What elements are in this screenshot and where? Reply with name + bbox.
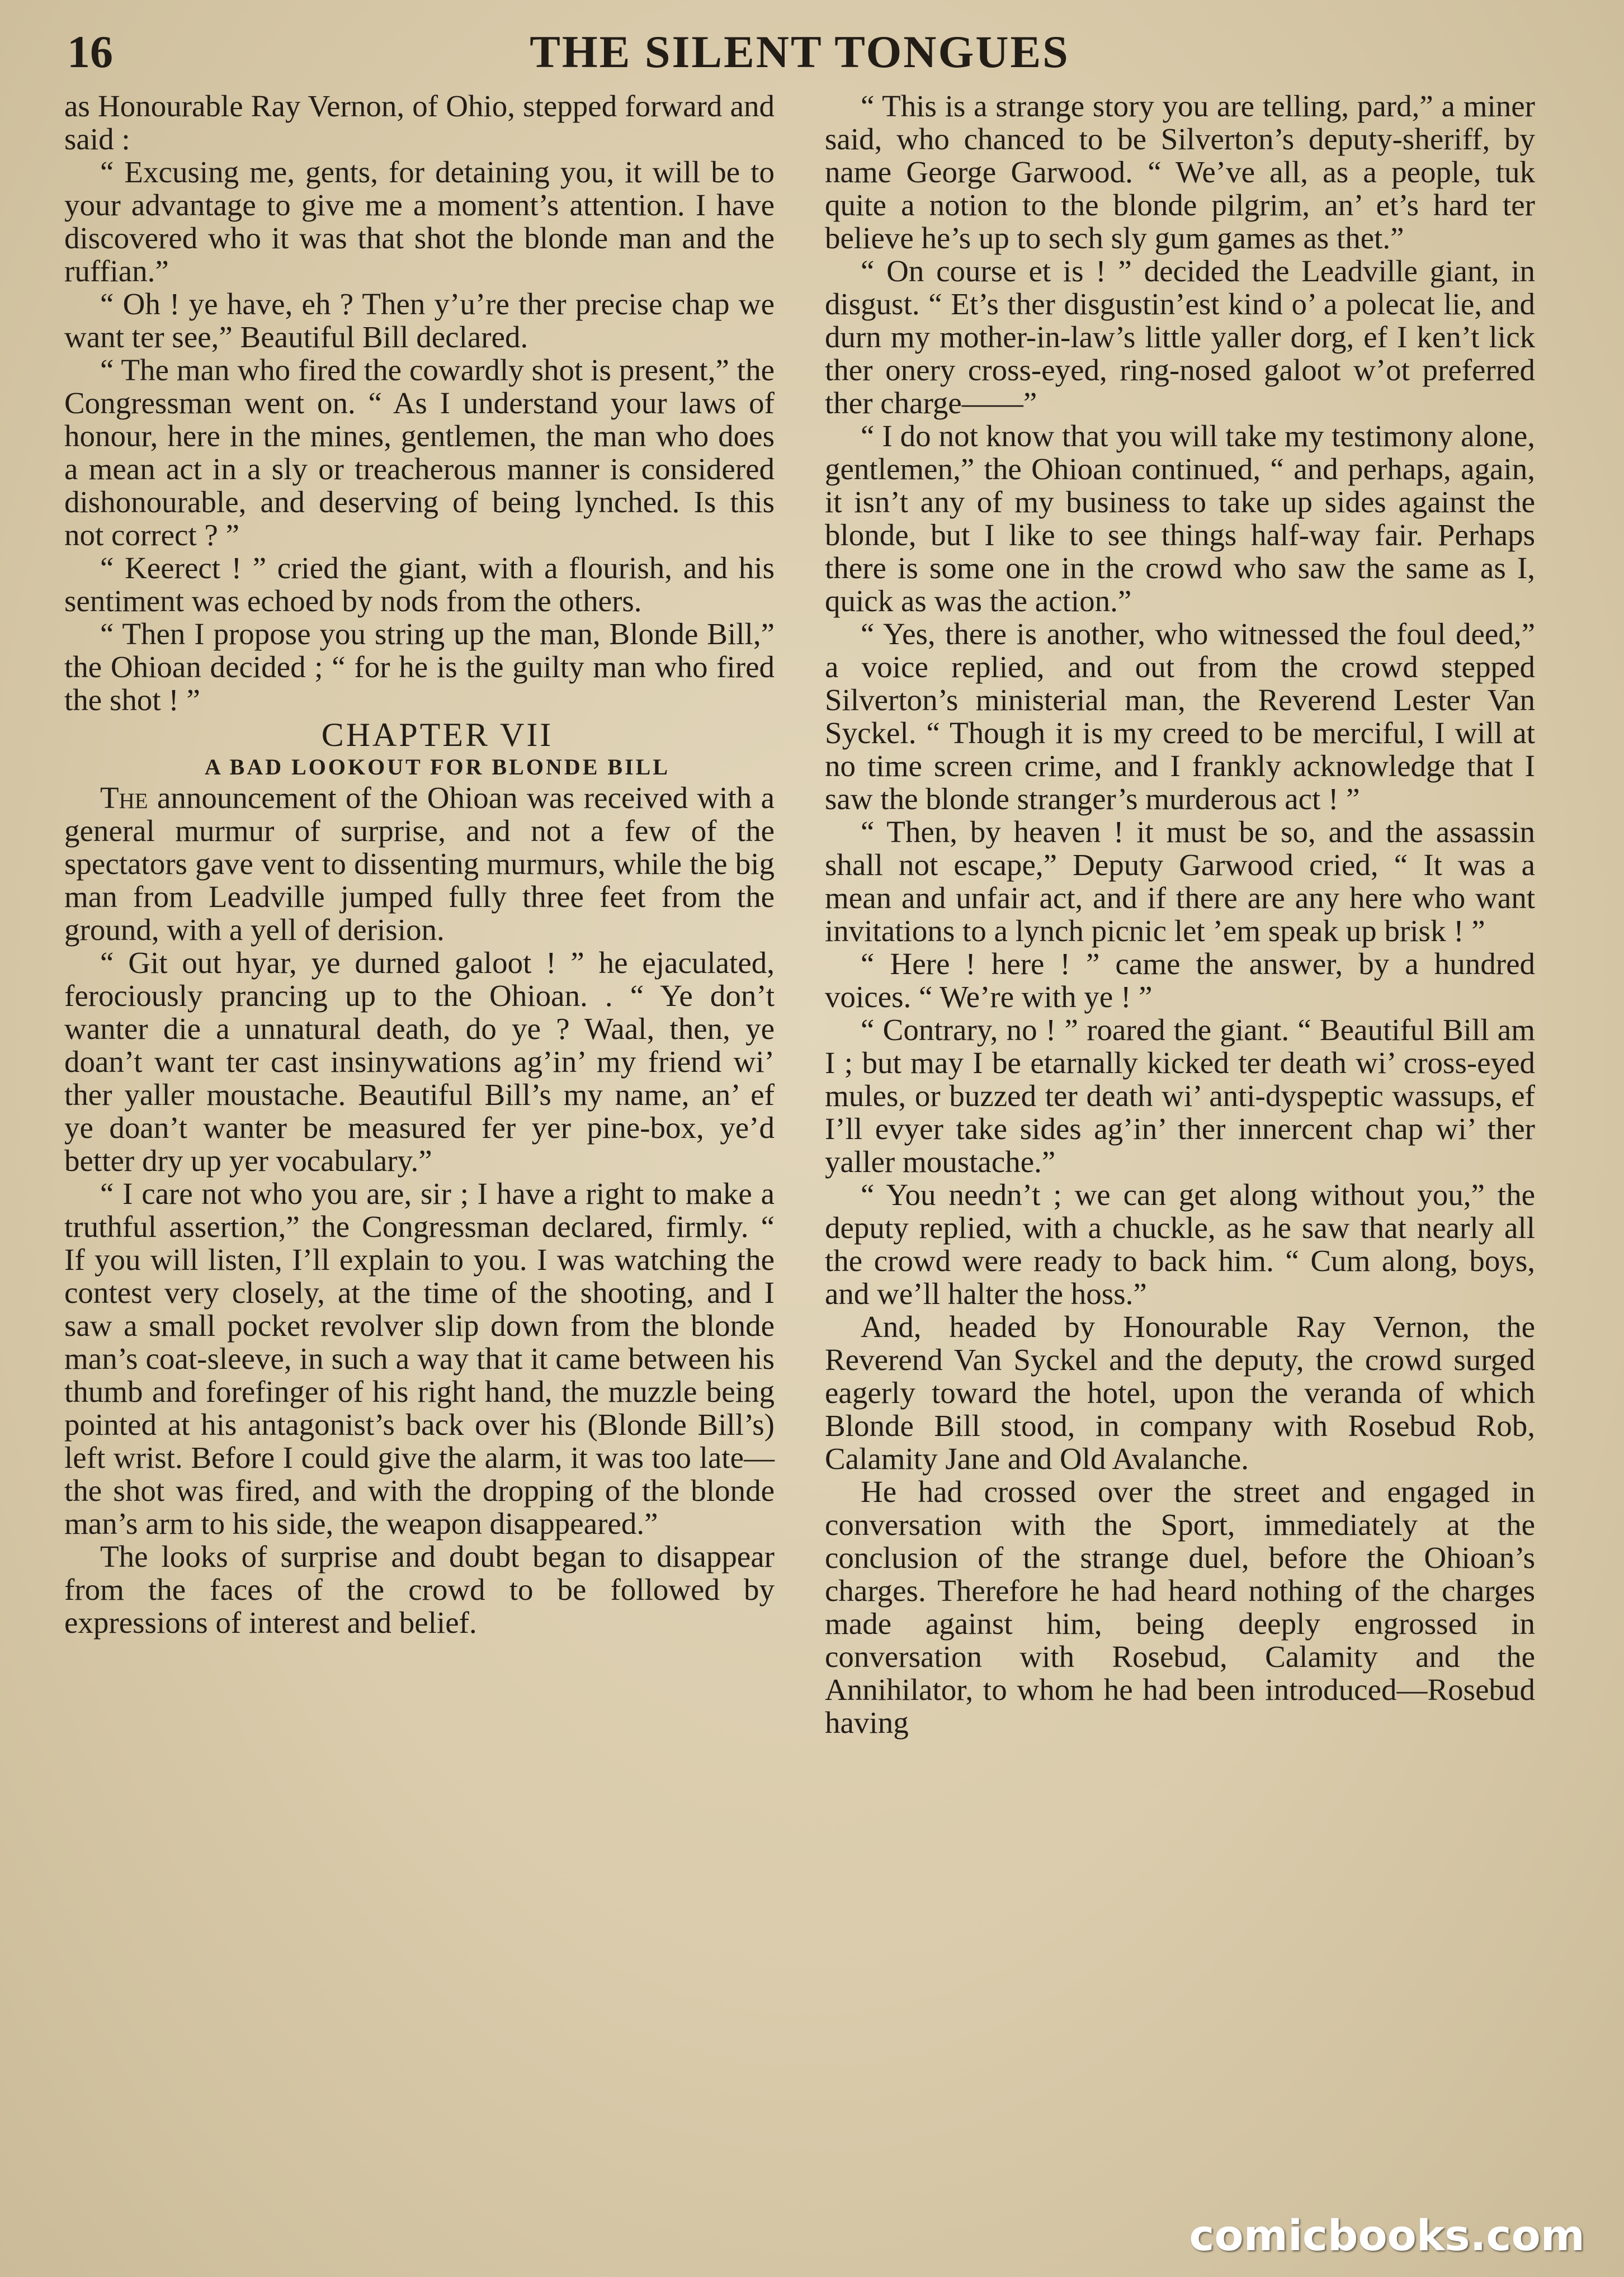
page-header — [67, 21, 1532, 83]
paragraph: “ The man who fired the cowardly shot is present,” the Congressman went on. “ As I understand your laws of honour, here in the mines, gentlemen, the man who does a mean act in a sly or treacherous manner is considered dishonourable, and deserving of being lynched. Is this not correct ? ” — [64, 353, 775, 552]
paragraph: “ Then I propose you string up the man, Blonde Bill,” the Ohioan decided ; “ for he is the guilty man who fired the shot ! ” — [64, 617, 775, 717]
paragraph: “ Here ! here ! ” came the answer, by a hundred voices. “ We’re with ye ! ” — [825, 947, 1535, 1014]
paragraph: He had crossed over the street and engaged in conversation with the Sport, immediately at the conclusion of the strange duel, before the Ohioan’s charges. Therefore he had heard nothing of the charges made against him, being deeply engrossed in conversation with Rosebud, Calamity and the Annihilator, to whom he had been introduced—Rosebud having — [825, 1475, 1535, 1740]
paragraph: “ You needn’t ; we can get along without you,” the deputy replied, with a chuckle, as he saw that nearly all the crowd were ready to back him. “ Cum along, boys, and we’ll halter the hoss.” — [825, 1178, 1535, 1311]
running-title: THE SILENT TONGUES — [530, 26, 1070, 77]
page-number: 16 — [67, 26, 113, 77]
right-column — [825, 89, 1535, 1739]
paragraph: “ I care not who you are, sir ; I have a right to make a truthful assertion,” the Congressman declared, firmly. “ If you will listen, I’ll explain to you. I was watching the contest very closely, at the time of the shooting, and I saw a small pocket revolver slip down from the blonde man’s coat-sleeve, in such a way that it came between his thumb and forefinger of his right hand, the muzzle being pointed at his antagonist’s back over his (Blonde Bill’s) left wrist. Before I could give the alarm, it was too late—the shot was fired, and with the dropping of the blonde man’s arm to his side, the weapon disappeared.” — [64, 1177, 775, 1541]
chapter-opening-paragraph — [64, 781, 775, 946]
paragraph: And, headed by Honourable Ray Vernon, the Reverend Van Syckel and the deputy, the crowd surged eagerly toward the hotel, upon the veranda of which Blonde Bill stood, in company with Rosebud Rob, Calamity Jane and Old Avalanche. — [825, 1310, 1535, 1476]
paragraph: “ This is a strange story you are telling, pard,” a miner said, who chanced to be Silverton’s deputy-sheriff, by name George Garwood. “ We’ve all, as a people, tuk quite a notion to the blonde pilgrim, an’ et’s hard ter believe he’s up to sech sly gum games as thet.” — [825, 89, 1535, 255]
paragraph: “ Excusing me, gents, for detaining you, it will be to your advantage to give me a moment’s attention. I have discovered who it was that shot the blonde man and the ruffian.” — [64, 155, 775, 288]
paragraph: “ On course et is ! ” decided the Leadville giant, in disgust. “ Et’s ther disgustin’est kind o’ a polecat lie, and durn my mother-in-law’s little yaller dorg, ef I ken’t lick ther onery cross-eyed, ring-nosed galoot w’ot preferred ther charge——” — [825, 254, 1535, 420]
paragraph: “ Then, by heaven ! it must be so, and the assassin shall not escape,” Deputy Garwood cried, “ It was a mean and unfair act, and if there are any here who want invitations to a lynch picnic let ’em speak up brisk ! ” — [825, 815, 1535, 948]
site-watermark: comicbooks.com — [1189, 2210, 1585, 2260]
paragraph: “ I do not know that you will take my testimony alone, gentlemen,” the Ohioan continued, “ and perhaps, again, it isn’t any of my business to take up sides against the blonde, but I like to see things half-way fair. Perhaps there is some one in the crowd who saw the same as I, quick as was the action.” — [825, 419, 1535, 618]
paragraph: “ Yes, there is another, who witnessed the foul deed,” a voice replied, and out from the crowd stepped Silverton’s ministerial man, the Reverend Lester Van Syckel. “ Though it is my creed to be merciful, I will at no time screen crime, and I frankly acknowledge that I saw the blonde stranger’s murderous act ! ” — [825, 617, 1535, 816]
paragraph: The looks of surprise and doubt began to disappear from the faces of the crowd to be followed by expressions of interest and belief. — [64, 1539, 775, 1640]
chapter-subtitle: A BAD LOOKOUT FOR BLONDE BILL — [204, 754, 671, 780]
paragraph: “ Oh ! ye have, eh ? Then y’u’re ther precise chap we want ter see,” Beautiful Bill declared. — [64, 287, 775, 354]
chapter-opening-word: The — [100, 781, 148, 815]
paragraph: “ Git out hyar, ye durned galoot ! ” he ejaculated, ferociously prancing up to the Ohioan. . “ Ye don’t wanter die a unnatural death, do ye ? Waal, then, ye doan’t want ter cast insinywations ag’in’ my friend wi’ ther yaller moustache. Beautiful Bill’s my name, an’ ef ye doan’t wanter be measured fer yer pine-box, ye’d better dry up yer vocabulary.” — [64, 946, 775, 1178]
left-column — [64, 89, 775, 1639]
paragraph: “ Contrary, no ! ” roared the giant. “ Beautiful Bill am I ; but may I be etarnally kicked ter death wi’ cross-eyed mules, or buzzed ter death wi’ anti-dyspeptic wassups, ef I’ll evyer take sides ag’in’ ther innercent chap wi’ ther yaller moustache.” — [825, 1013, 1535, 1179]
paragraph: as Honourable Ray Vernon, of Ohio, stepped forward and said : — [64, 89, 775, 156]
chapter-opening-text: announcement of the Ohioan was received with a general murmur of surprise, and not a few of the spectators gave vent to dissenting murmurs, while the big man from Leadville jumped fully three feet from the ground, with a yell of derision. — [64, 781, 775, 947]
chapter-heading: CHAPTER VII — [321, 716, 554, 753]
paragraph: “ Keerect ! ” cried the giant, with a flourish, and his sentiment was echoed by nods from the others. — [64, 551, 775, 618]
